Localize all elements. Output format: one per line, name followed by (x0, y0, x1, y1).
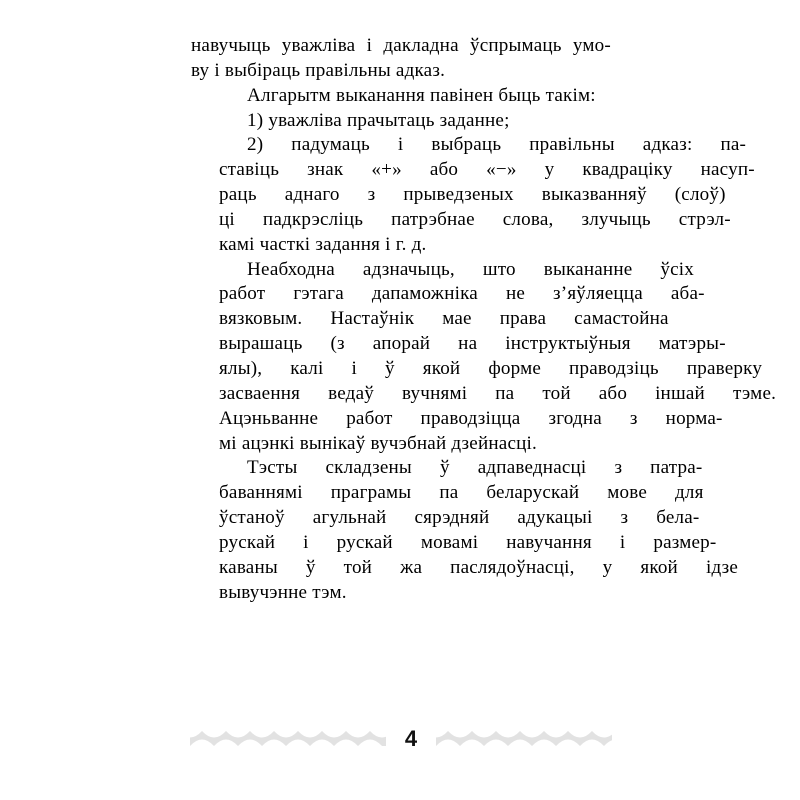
body-paragraph (191, 133, 755, 257)
body-text-column (191, 34, 777, 605)
text-line: раць аднаго з прыведзеных выказванняў (слоў) (219, 184, 726, 206)
text-line: ўстаноў агульнай сярэдняй адукацыі з бела- (219, 507, 700, 529)
text-line: мі ацэнкі вынікаў вучэбнай дзейнасці. (219, 432, 537, 454)
text-line: вывучэнне тэм. (219, 581, 347, 603)
text-line: засваення ведаў вучнямі па той або іншай тэме. (219, 382, 777, 404)
wave-band-ornament-right (436, 731, 612, 746)
text-line: баваннямі праграмы па беларускай мове для (219, 482, 704, 504)
text-line: вязковым. Настаўнік мае права самастойна (219, 308, 669, 330)
text-line: каваны ў той жа паслядоўнасці, у якой ідзе (219, 556, 739, 578)
text-line: камі часткі задання і г. д. (219, 233, 427, 255)
text-line: ялы), калі і ў якой форме праводзіць праверку (219, 357, 763, 379)
body-paragraph (191, 258, 777, 457)
body-paragraph (191, 109, 611, 134)
text-line: навучыць уважліва і дакладна ўспрымаць умо- (191, 35, 611, 56)
page-number: 4 (404, 726, 418, 751)
text-line: 2) падумаць і выбраць правільны адказ: па- (247, 134, 747, 156)
text-line: Ацэньванне работ праводзіцца згодна з норма- (219, 407, 723, 429)
text-line: Неабходна адзначыць, што выкананне ўсіх (247, 258, 695, 280)
text-line: ставіць знак «+» або «−» у квадраціку насуп- (219, 159, 755, 181)
text-line: Тэсты складзены ў адпаведнасці з патра- (247, 457, 703, 479)
text-line: вырашаць (з апорай на інструктыўныя матэры- (219, 333, 726, 355)
text-line: 1) уважліва прачытаць заданне; (247, 109, 510, 131)
text-line: ці падкрэсліць патрэбнае слова, злучыць стрэл- (219, 208, 731, 230)
body-paragraph (191, 84, 611, 109)
text-line: работ гэтага дапаможніка не з’яўляецца аба- (219, 283, 705, 305)
text-line: рускай і рускай мовамі навучання і размер- (219, 531, 717, 553)
body-paragraph (191, 456, 739, 605)
wave-band-ornament-left (190, 731, 386, 746)
page-footer (0, 718, 800, 760)
text-line: ву і выбіраць правільны адказ. (191, 59, 446, 81)
body-paragraph (191, 34, 611, 84)
text-line: Алгарытм выканання павінен быць такім: (247, 84, 596, 106)
